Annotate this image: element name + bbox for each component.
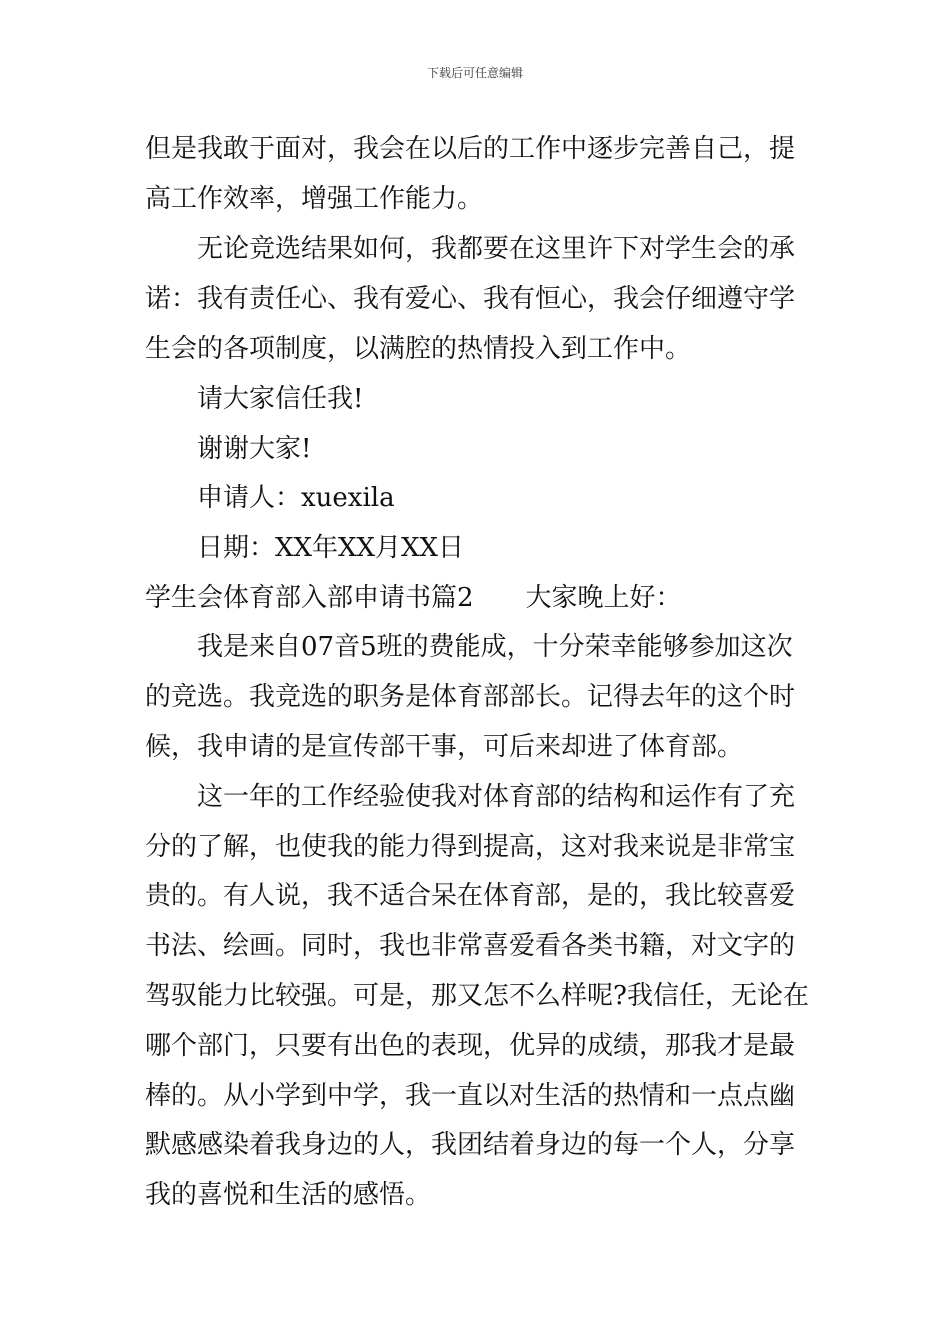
text-line: 但是我敢于面对，我会在以后的工作中逐步完善自己，提 — [145, 134, 796, 164]
text-line: 请大家信任我! — [197, 384, 364, 414]
text-line: 哪个部门，只要有出色的表现，优异的成绩，那我才是最 — [145, 1031, 796, 1061]
text-line: 诺：我有责任心、我有爱心、我有恒心，我会仔细遵守学 — [145, 284, 796, 314]
text-line: 棒的。从小学到中学，我一直以对生活的热情和一点点幽 — [145, 1081, 796, 1111]
text-line: 谢谢大家! — [197, 434, 312, 464]
text-line: 日期：XX年XX月XX日 — [197, 533, 465, 563]
text-line: 默感感染着我身边的人，我团结着身边的每一个人，分享 — [145, 1130, 796, 1160]
text-line: 分的了解，也使我的能力得到提高，这对我来说是非常宝 — [145, 832, 796, 862]
text-line: 候，我申请的是宣传部干事，可后来却进了体育部。 — [145, 732, 744, 762]
text-line: 贵的。有人说，我不适合呆在体育部，是的，我比较喜爱 — [145, 881, 796, 911]
text-line: 申请人：xuexila — [197, 483, 395, 513]
text-line: 我的喜悦和生活的感悟。 — [145, 1180, 432, 1210]
section-heading: 学生会体育部入部申请书篇2 大家晚上好： — [145, 583, 682, 613]
page-header: 下载后可任意编辑 — [426, 66, 523, 80]
text-line: 的竞选。我竞选的职务是体育部部长。记得去年的这个时 — [145, 682, 796, 712]
text-line: 无论竞选结果如何，我都要在这里许下对学生会的承 — [197, 234, 796, 264]
text-line: 生会的各项制度，以满腔的热情投入到工作中。 — [145, 334, 692, 364]
text-line: 我是来自07音5班的费能成，十分荣幸能够参加这次 — [197, 632, 793, 662]
text-line: 这一年的工作经验使我对体育部的结构和运作有了充 — [197, 782, 796, 812]
text-line: 书法、绘画。同时，我也非常喜爱看各类书籍，对文字的 — [145, 931, 796, 961]
text-line: 驾驭能力比较强。可是，那又怎不么样呢?我信任，无论在 — [145, 981, 809, 1011]
text-line: 高工作效率，增强工作能力。 — [145, 184, 484, 214]
